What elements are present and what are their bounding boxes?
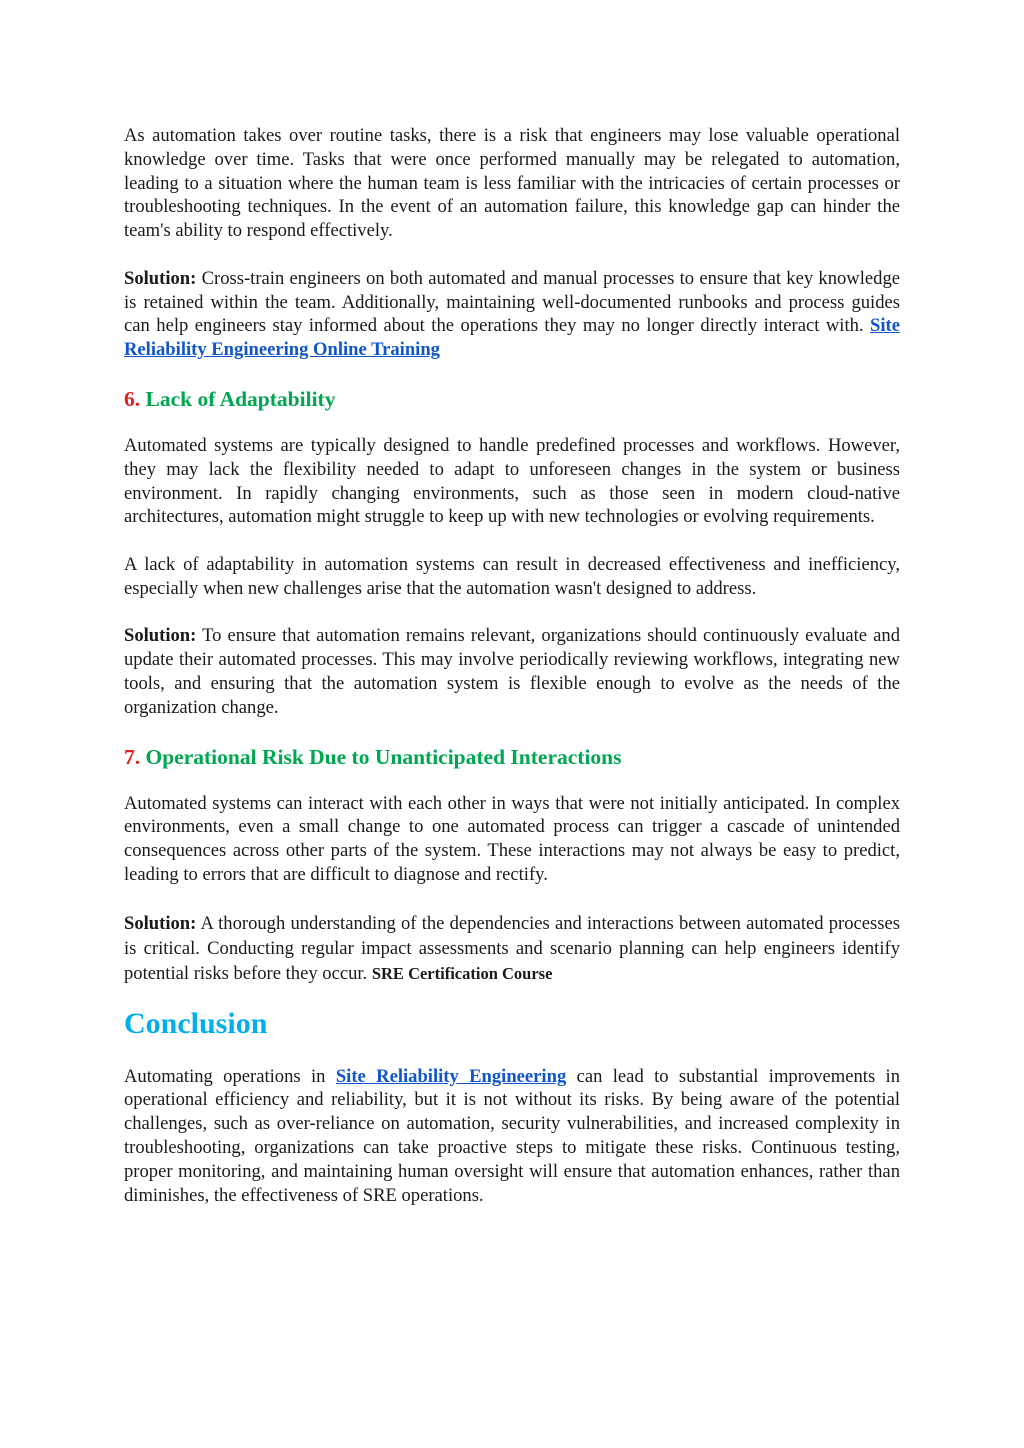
- solution-text: Cross-train engineers on both automated and manual processes to ensure that key knowledge is retained within the team. Additionally, maintaining well-documented runbooks and process guides can help engineers stay informed about the operations they may no longer directly interact with.: [124, 267, 900, 337]
- solution-label: Solution:: [124, 267, 197, 289]
- sre-certification-course-text: SRE Certification Course: [371, 963, 553, 983]
- section-6-paragraph-2: A lack of adaptability in automation systems can result in decreased effectiveness and inefficiency, especially when new challenges arise that the automation wasn't designed to address.: [124, 553, 900, 599]
- section-6-number: 6.: [124, 386, 141, 411]
- conclusion-heading: Conclusion: [124, 1006, 268, 1040]
- sre-link[interactable]: Site Reliability Engineering: [335, 1065, 567, 1087]
- section-6-heading: [124, 385, 900, 413]
- conclusion-text-end: can lead to substantial improvements in operational efficiency and reliability, but it is not without its risks. By being aware of the potential challenges, such as over-reliance on automation, security vulnerabilities, and increased complexity in troubleshooting, organizations can take proactive steps to mitigate these risks. Continuous testing, proper monitoring, and maintaining human oversight will ensure that automation enhances, rather than diminishes, the effectiveness of SRE operations.: [124, 1065, 901, 1206]
- knowledge-loss-paragraph: As automation takes over routine tasks, there is a risk that engineers may lose valuable operational knowledge over time. Tasks that were once performed manually may be relegated to automation, leading to a situation where the human team is less familiar with the intricacies of certain processes or troubleshooting techniques. In the event of an automation failure, this knowledge gap can hinder the team's ability to respond effectively.: [124, 125, 900, 242]
- sre-online-training-link[interactable]: Site Reliability Engineering Online Training: [124, 315, 900, 361]
- solution-paragraph-1: [124, 267, 900, 362]
- solution-label: Solution:: [124, 625, 197, 647]
- solution-label: Solution:: [124, 912, 197, 934]
- section-6-paragraph-1: Automated systems are typically designed to handle predefined processes and workflows. However, they may lack the flexibility needed to adapt to unforeseen changes in the system or business environment. In rapidly changing environments, such as those seen in modern cloud-native architectures, automation might struggle to keep up with new technologies or evolving requirements.: [124, 434, 900, 528]
- section-7-number: 7.: [124, 744, 141, 769]
- section-7-solution: [124, 911, 900, 986]
- solution-text: To ensure that automation remains relevant, organizations should continuously evaluate and update their automated processes. This may involve periodically reviewing workflows, integrating new tools, and ensuring that the automation system is flexible enough to evolve as the needs of the organization change.: [124, 625, 900, 718]
- section-7-heading: [124, 743, 900, 771]
- section-6-title: Lack of Adaptability: [140, 386, 336, 411]
- conclusion-text-start: Automating operations in: [124, 1065, 336, 1087]
- conclusion-paragraph: [124, 1065, 900, 1208]
- section-7-title: Operational Risk Due to Unanticipated Interactions: [140, 744, 622, 769]
- section-7-paragraph-1: Automated systems can interact with each other in ways that were not initially anticipated. In complex environments, even a small change to one automated process can trigger a cascade of unintended consequences across other parts of the system. These interactions may not always be easy to predict, leading to errors that are difficult to diagnose and rectify.: [124, 792, 900, 885]
- solution-text: A thorough understanding of the dependencies and interactions between automated processes is critical. Conducting regular impact assessments and scenario planning can help engineers identify potential risks before they occur.: [124, 912, 900, 984]
- document-page: [124, 124, 900, 1207]
- section-6-solution: [124, 624, 900, 719]
